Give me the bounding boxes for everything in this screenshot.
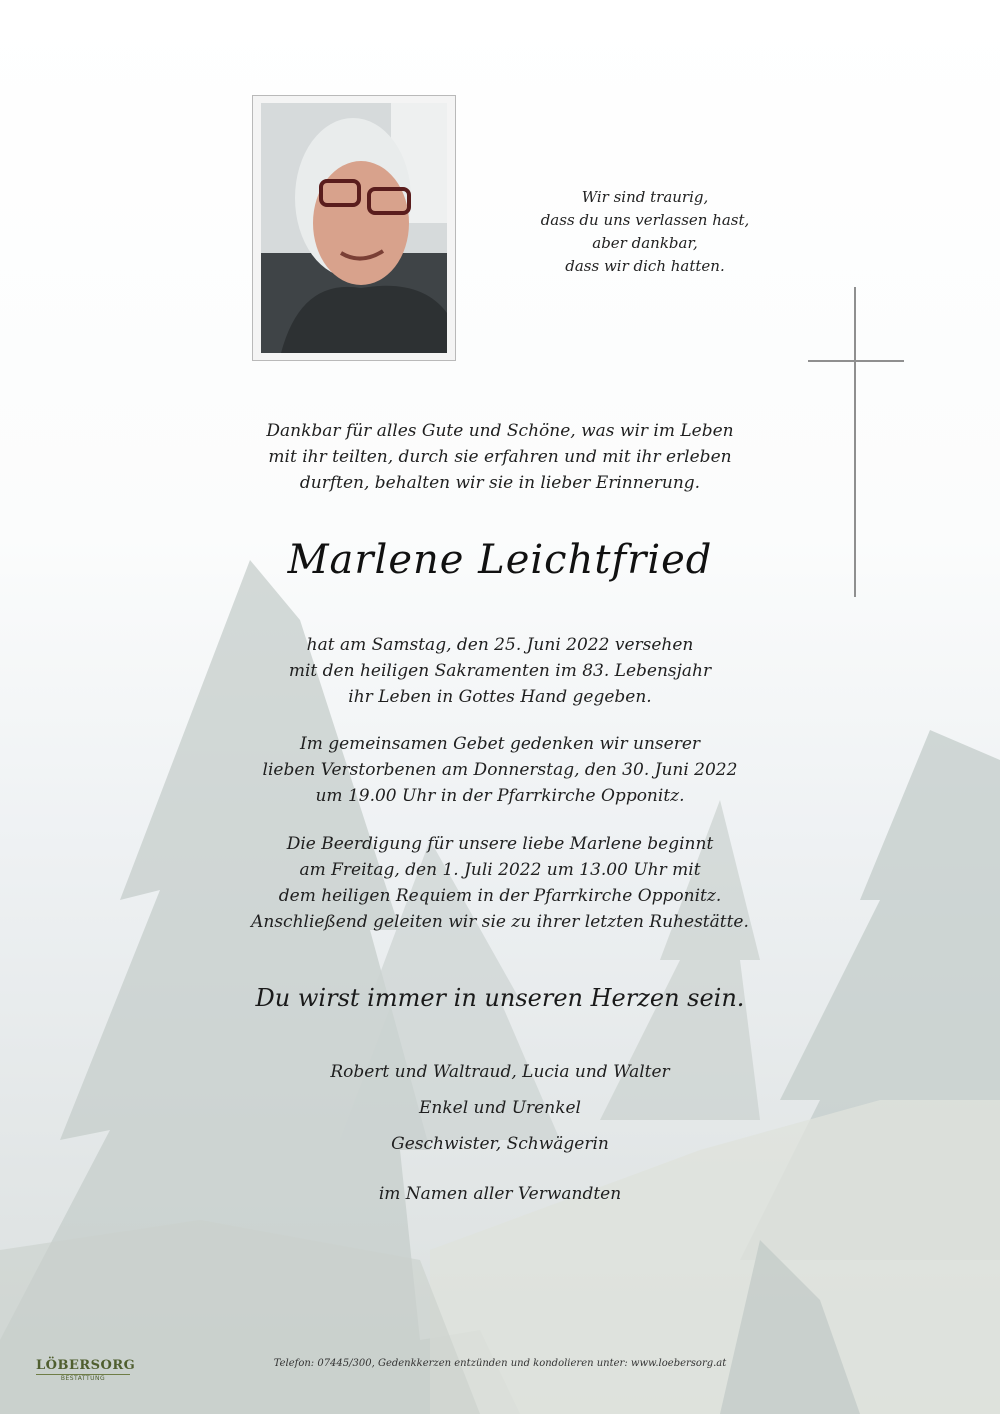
portrait-photo: [261, 103, 447, 353]
prayer-notice: [0, 731, 1000, 809]
deceased-name: Marlene Leichtfried: [287, 537, 713, 583]
funeral-notice: [0, 831, 1000, 935]
notice-line: hat am Samstag, den 25. Juni 2022 versehen: [306, 635, 694, 655]
quote-line: aber dankbar,: [592, 234, 698, 252]
funeral-line: Anschließend geleiten wir sie zu ihrer letzten Ruhestätte.: [251, 912, 749, 932]
intro-line: Dankbar für alles Gute und Schöne, was wir im Leben: [266, 421, 734, 441]
intro-line: mit ihr teilten, durch sie erfahren und mit ihr erleben: [268, 447, 732, 467]
funeral-line: am Freitag, den 1. Juli 2022 um 13.00 Uhr mit: [299, 860, 701, 880]
logo-subtitle: BESTATTUNG: [36, 1374, 130, 1382]
quote-line: dass du uns verlassen hast,: [540, 211, 750, 229]
logo-name: LÖBERSORG: [36, 1358, 136, 1373]
funeral-line: Die Beerdigung für unsere liebe Marlene beginnt: [286, 834, 714, 854]
intro-text: [0, 418, 1000, 496]
portrait-illustration: [261, 103, 447, 353]
death-notice: [0, 632, 1000, 710]
memorial-motto: Du wirst immer in unseren Herzen sein.: [255, 984, 745, 1012]
mourner-line: Enkel und Urenkel: [418, 1098, 581, 1118]
memorial-quote: [480, 186, 810, 278]
prayer-line: um 19.00 Uhr in der Pfarrkirche Opponitz.: [315, 786, 685, 806]
prayer-line: Im gemeinsamen Gebet gedenken wir unserer: [299, 734, 701, 754]
quote-line: Wir sind traurig,: [581, 188, 709, 206]
quote-line: dass wir dich hatten.: [565, 257, 725, 275]
cross-icon-horizontal: [808, 360, 904, 362]
prayer-line: lieben Verstorbenen am Donnerstag, den 30. Juni 2022: [262, 760, 738, 780]
intro-line: durften, behalten wir sie in lieber Erinnerung.: [299, 473, 701, 493]
notice-line: ihr Leben in Gottes Hand gegeben.: [348, 687, 652, 707]
mourner-line: Robert und Waltraud, Lucia und Walter: [330, 1062, 670, 1082]
notice-line: mit den heiligen Sakramenten im 83. Lebensjahr: [288, 661, 712, 681]
funeral-line: dem heiligen Requiem in der Pfarrkirche Opponitz.: [278, 886, 722, 906]
contact-footer: Telefon: 07445/300, Gedenkkerzen entzünden und kondolieren unter: www.loebersorg.at: [273, 1358, 727, 1369]
closing-line: im Namen aller Verwandten: [378, 1184, 622, 1204]
portrait-frame: [252, 95, 456, 361]
mourner-line: Geschwister, Schwägerin: [391, 1134, 609, 1154]
